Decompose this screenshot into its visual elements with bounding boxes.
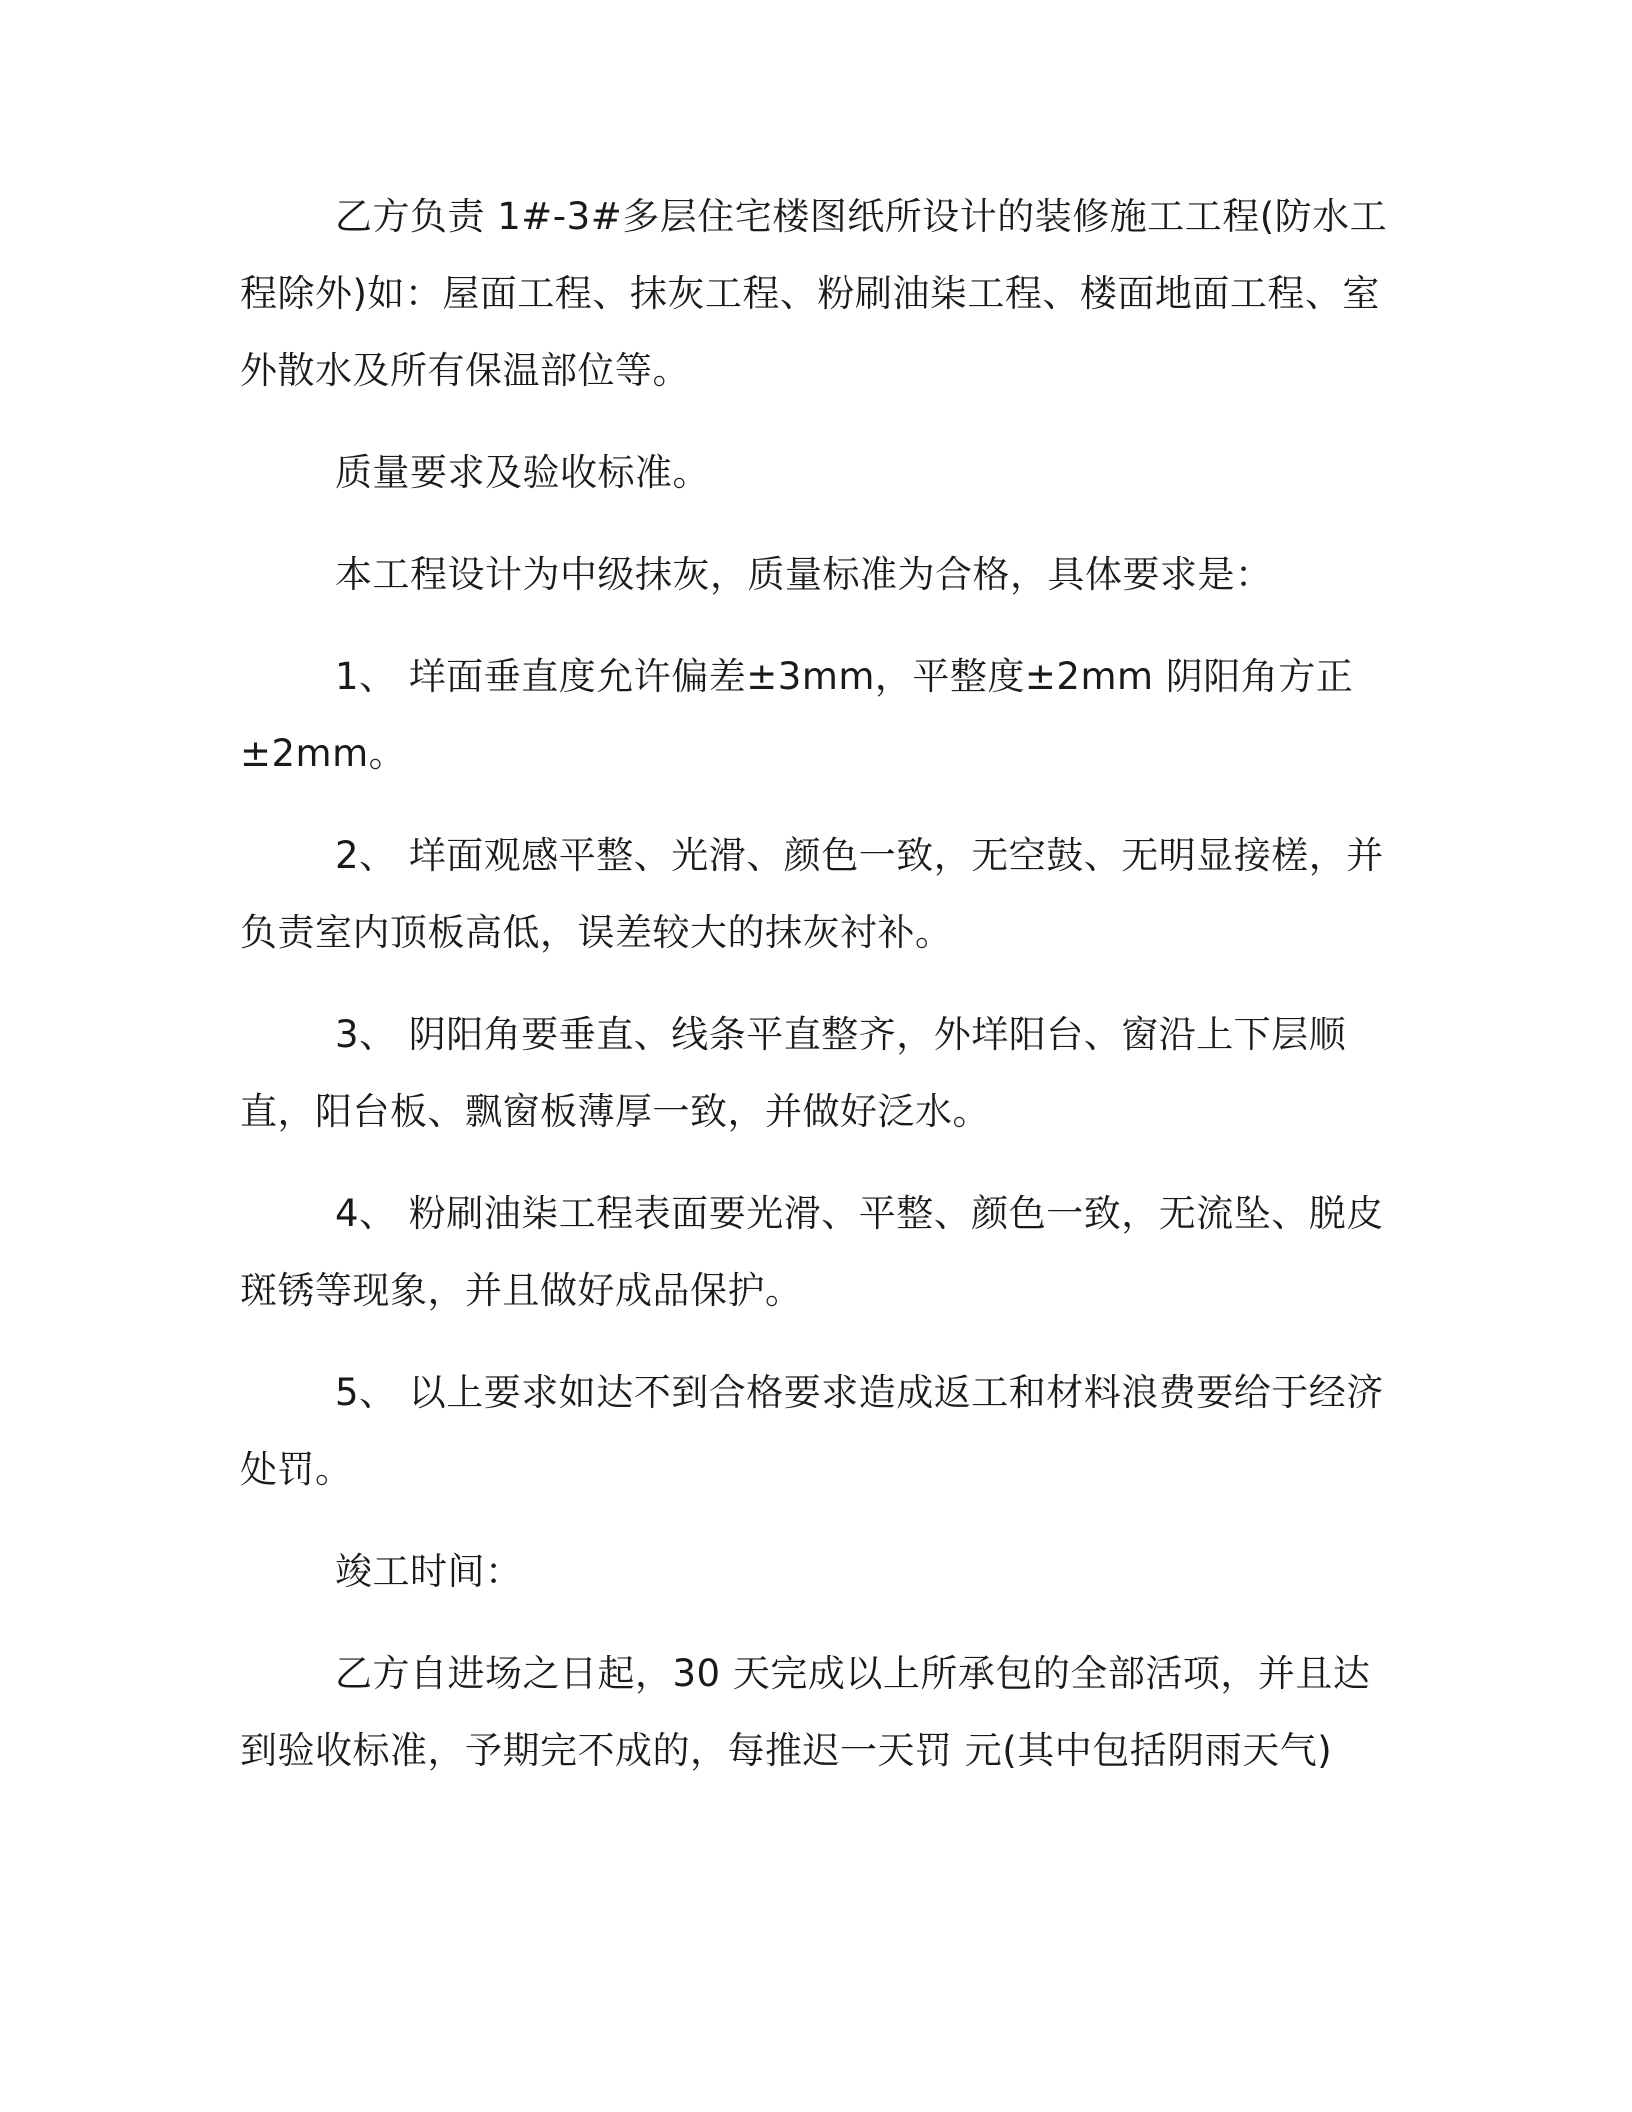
paragraph-completion-terms: 乙方自进场之日起，30 天完成以上所承包的全部活项，并且达到验收标准，予期完不成的，每推迟一天罚 元(其中包括阴雨天气) (240, 1652, 1371, 1772)
paragraph-scope: 乙方负责 1#-3#多层住宅楼图纸所设计的装修施工工程(防水工程除外)如：屋面工程、抹灰工程、粉刷油柒工程、楼面地面工程、室外散水及所有保温部位等。 (240, 195, 1388, 392)
paragraph-quality-standard: 本工程设计为中级抹灰，质量标准为合格，具体要求是： (335, 553, 1273, 596)
paragraph-requirement-5: 5、 以上要求如达不到合格要求造成返工和材料浪费要给于经济处罚。 (240, 1371, 1384, 1491)
paragraph-quality-heading: 质量要求及验收标准。 (335, 451, 710, 494)
paragraph-requirement-4: 4、 粉刷油柒工程表面要光滑、平整、颜色一致，无流坠、脱皮斑锈等现象，并且做好成品保护。 (240, 1192, 1384, 1312)
paragraph-requirement-3: 3、 阴阳角要垂直、线条平直整齐，外垟阳台、窗沿上下层顺直，阳台板、飘窗板薄厚一致，并做好泛水。 (240, 1013, 1347, 1133)
document-body (240, 178, 1400, 1814)
paragraph-requirement-2: 2、 垟面观感平整、光滑、颜色一致，无空鼓、无明显接槎，并负责室内顶板高低，误差较大的抹灰衬补。 (240, 834, 1384, 954)
paragraph-requirement-1: 1、 垟面垂直度允许偏差±3mm，平整度±2mm 阴阳角方正±2mm。 (240, 655, 1354, 775)
paragraph-completion-heading: 竣工时间： (335, 1550, 523, 1593)
